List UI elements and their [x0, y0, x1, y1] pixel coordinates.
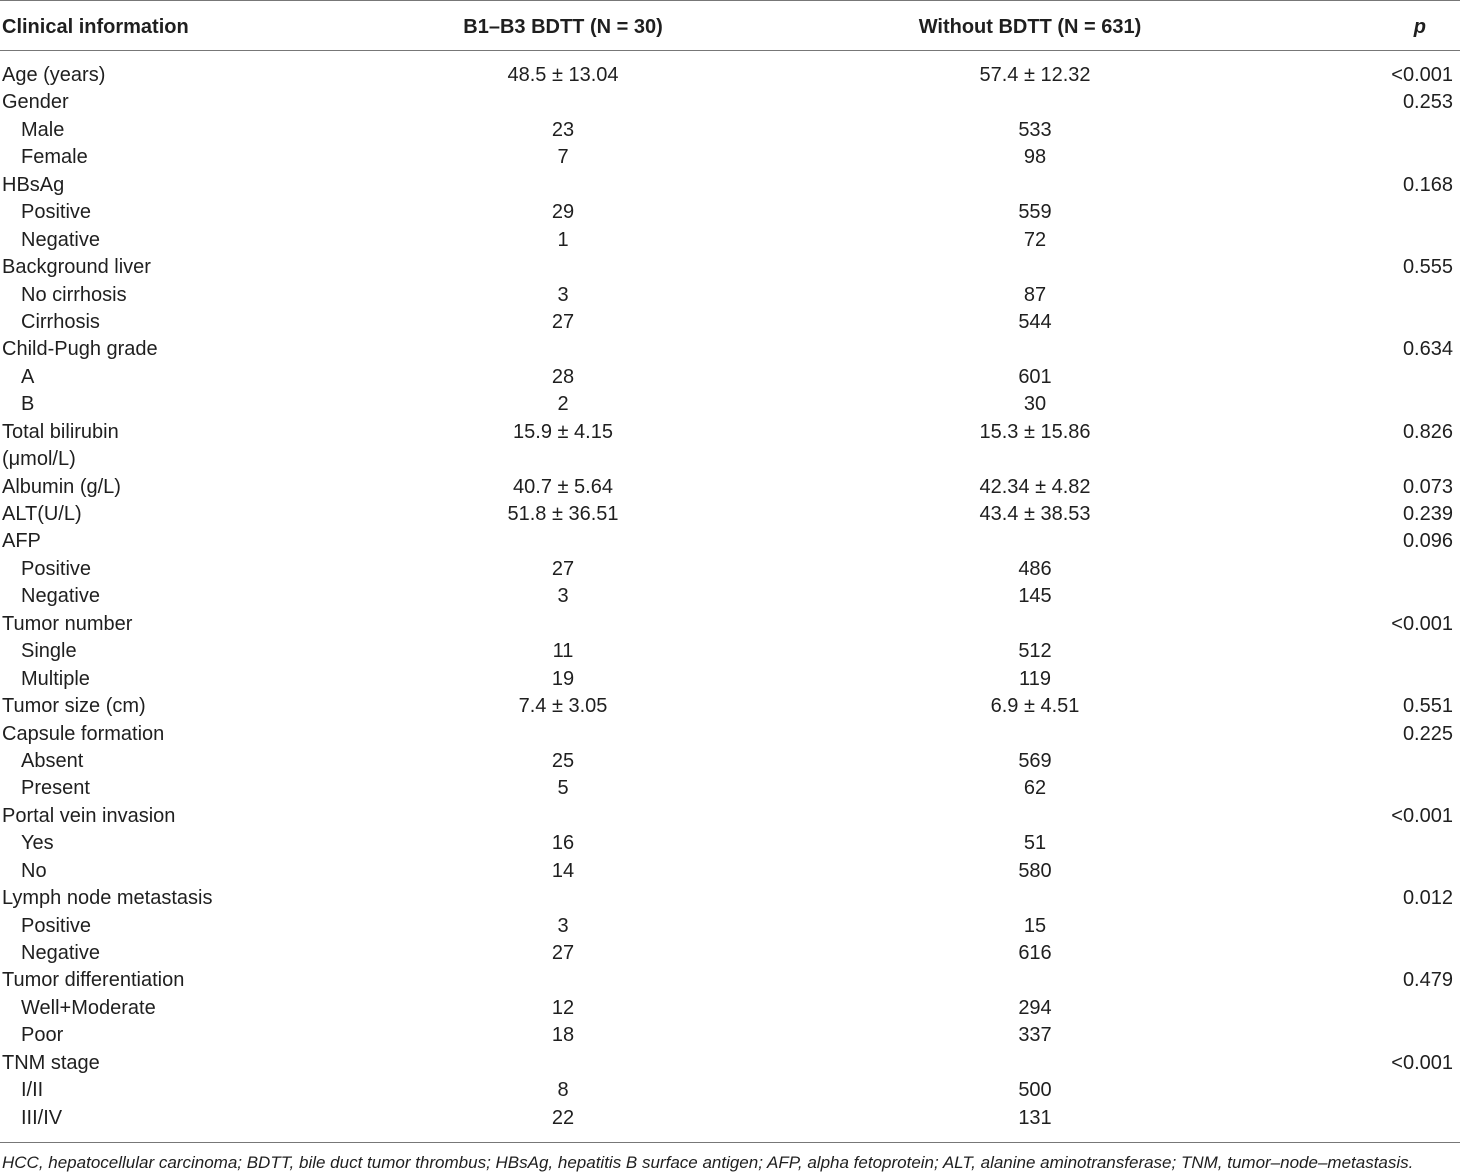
table-body — [0, 62, 1460, 1132]
table-row — [0, 254, 1460, 281]
row-label: A — [21, 365, 35, 388]
row-label: Single — [21, 640, 77, 663]
table-row — [0, 446, 1460, 473]
table-row — [0, 144, 1460, 171]
row-label: Tumor number — [2, 612, 133, 635]
row-label: Albumin (g/L) — [2, 475, 121, 498]
row-label: Yes — [21, 832, 54, 855]
table-row — [0, 364, 1460, 391]
p-value: 0.479 — [1402, 969, 1453, 992]
without-bdtt-value: 87 — [1023, 283, 1047, 306]
table-row — [0, 1077, 1460, 1104]
table-row — [0, 117, 1460, 144]
bdtt-value: 1 — [557, 228, 569, 251]
without-bdtt-value: 486 — [1018, 557, 1052, 580]
row-label: Negative — [21, 585, 100, 608]
header-bdtt-group: B1–B3 BDTT (N = 30) — [463, 16, 663, 38]
row-label: Cirrhosis — [21, 310, 100, 333]
table-row — [0, 336, 1460, 363]
bdtt-value: 11 — [552, 640, 574, 663]
table-row — [0, 858, 1460, 885]
without-bdtt-value: 145 — [1018, 585, 1052, 608]
row-label: Lymph node metastasis — [2, 887, 213, 910]
p-value: 0.012 — [1402, 887, 1453, 910]
table-row — [0, 803, 1460, 830]
bdtt-value: 40.7 ± 5.64 — [513, 475, 613, 498]
table-row — [0, 583, 1460, 610]
table-row — [0, 885, 1460, 912]
row-label: Gender — [2, 91, 69, 114]
row-label: Child-Pugh grade — [2, 338, 158, 361]
without-bdtt-value: 569 — [1018, 749, 1052, 772]
row-label: Positive — [21, 914, 92, 937]
header-clinical-information: Clinical information — [2, 16, 189, 38]
table-row — [0, 419, 1460, 446]
bdtt-value: 8 — [557, 1079, 569, 1102]
bdtt-value: 18 — [551, 1024, 575, 1047]
row-label: Tumor differentiation — [2, 969, 185, 992]
table-row — [0, 556, 1460, 583]
bdtt-value: 27 — [551, 942, 575, 964]
p-value: 0.551 — [1402, 695, 1453, 718]
p-value: 0.634 — [1402, 338, 1453, 361]
row-label: Poor — [21, 1024, 64, 1047]
p-value: <0.001 — [1391, 1051, 1453, 1074]
table-row — [0, 227, 1460, 254]
table-row — [0, 1105, 1460, 1132]
bdtt-value: 7 — [557, 146, 569, 169]
row-label: Negative — [21, 942, 100, 964]
header-p-value: p — [1413, 16, 1426, 38]
bdtt-value: 23 — [551, 118, 575, 141]
without-bdtt-value: 337 — [1018, 1024, 1052, 1047]
table-row — [0, 282, 1460, 309]
p-value: <0.001 — [1391, 804, 1453, 827]
row-label: III/IV — [21, 1106, 63, 1129]
without-bdtt-value: 544 — [1018, 310, 1052, 333]
table-row — [0, 638, 1460, 665]
bdtt-value: 28 — [551, 365, 575, 388]
without-bdtt-value: 42.34 ± 4.82 — [979, 475, 1091, 498]
row-label: Background liver — [2, 256, 151, 279]
table-row — [0, 501, 1460, 528]
row-label: (μmol/L) — [2, 448, 76, 471]
bdtt-value: 3 — [557, 283, 569, 306]
p-value: 0.073 — [1402, 475, 1453, 498]
table-row — [0, 666, 1460, 693]
row-label: B — [21, 393, 35, 416]
row-label: Female — [21, 146, 88, 169]
without-bdtt-value: 601 — [1018, 365, 1052, 388]
bdtt-value: 27 — [551, 310, 575, 333]
table-row — [0, 721, 1460, 748]
row-label: I/II — [21, 1079, 44, 1102]
row-label: AFP — [2, 530, 41, 553]
table-row — [0, 913, 1460, 940]
table-bottom-rule — [0, 1142, 1460, 1143]
table-row — [0, 1050, 1460, 1077]
row-label: Male — [21, 118, 65, 141]
table-row — [0, 967, 1460, 994]
bdtt-value: 25 — [551, 749, 575, 772]
row-label: Age (years) — [2, 64, 106, 86]
bdtt-value: 5 — [557, 777, 569, 800]
table-row — [0, 89, 1460, 116]
without-bdtt-value: 580 — [1018, 859, 1052, 882]
p-value: 0.168 — [1402, 173, 1453, 196]
without-bdtt-value: 62 — [1023, 777, 1047, 800]
row-label: Absent — [21, 749, 84, 772]
bdtt-value: 2 — [557, 393, 569, 416]
row-label: Positive — [21, 557, 92, 580]
p-value: 0.555 — [1402, 256, 1453, 279]
bdtt-value: 29 — [551, 201, 575, 224]
table-row — [0, 528, 1460, 555]
without-bdtt-value: 533 — [1018, 118, 1052, 141]
header-rule — [0, 50, 1460, 51]
without-bdtt-value: 500 — [1018, 1079, 1052, 1102]
row-label: TNM stage — [2, 1051, 100, 1074]
without-bdtt-value: 30 — [1023, 393, 1047, 416]
bdtt-value: 14 — [551, 859, 575, 882]
table-row — [0, 199, 1460, 226]
p-value: 0.225 — [1402, 722, 1453, 745]
table-row — [0, 748, 1460, 775]
row-label: Positive — [21, 201, 92, 224]
table-row — [0, 474, 1460, 501]
table-row — [0, 391, 1460, 418]
table-row — [0, 611, 1460, 638]
bdtt-value: 3 — [557, 585, 569, 608]
without-bdtt-value: 616 — [1018, 942, 1052, 964]
table-row — [0, 309, 1460, 336]
bdtt-value: 16 — [551, 832, 575, 855]
row-label: Capsule formation — [2, 722, 165, 745]
row-label: Total bilirubin — [2, 420, 119, 443]
row-label: Present — [21, 777, 90, 800]
row-label: Multiple — [21, 667, 90, 690]
table-row — [0, 693, 1460, 720]
bdtt-value: 19 — [551, 667, 575, 690]
without-bdtt-value: 15.3 ± 15.86 — [979, 420, 1091, 443]
p-value: 0.096 — [1402, 530, 1453, 553]
p-value: 0.253 — [1402, 91, 1453, 114]
without-bdtt-value: 98 — [1023, 146, 1047, 169]
without-bdtt-value: 119 — [1019, 667, 1051, 690]
without-bdtt-value: 57.4 ± 12.32 — [979, 64, 1091, 86]
without-bdtt-value: 51 — [1023, 832, 1047, 855]
table-row — [0, 830, 1460, 857]
without-bdtt-value: 43.4 ± 38.53 — [979, 503, 1091, 525]
p-value: 0.239 — [1402, 503, 1453, 525]
row-label: HBsAg — [2, 173, 65, 196]
row-label: Portal vein invasion — [2, 804, 176, 827]
bdtt-value: 51.8 ± 36.51 — [507, 503, 619, 525]
row-label: ALT(U/L) — [2, 503, 82, 525]
without-bdtt-value: 15 — [1023, 914, 1047, 937]
bdtt-value: 15.9 ± 4.15 — [513, 420, 613, 443]
bdtt-value: 48.5 ± 13.04 — [507, 64, 619, 86]
bdtt-value: 12 — [551, 996, 575, 1019]
bdtt-value: 22 — [551, 1106, 575, 1129]
without-bdtt-value: 559 — [1018, 201, 1052, 224]
bdtt-value: 7.4 ± 3.05 — [518, 695, 608, 718]
without-bdtt-value: 512 — [1018, 640, 1052, 663]
without-bdtt-value: 294 — [1018, 996, 1052, 1019]
without-bdtt-value: 131 — [1018, 1106, 1052, 1129]
table-row — [0, 172, 1460, 199]
without-bdtt-value: 6.9 ± 4.51 — [990, 695, 1080, 718]
p-value: <0.001 — [1391, 64, 1453, 86]
p-value: <0.001 — [1391, 612, 1453, 635]
row-label: Well+Moderate — [21, 996, 156, 1019]
row-label: No — [21, 859, 47, 882]
bdtt-value: 27 — [551, 557, 575, 580]
table-top-rule — [0, 0, 1460, 1]
table-footnote: HCC, hepatocellular carcinoma; BDTT, bile duct tumor thrombus; HBsAg, hepatitis B surface antigen; AFP, alpha fetoprotein; ALT, alanine aminotransferase; TNM, tumor–node–metastasis. — [2, 1153, 1414, 1172]
table-row — [0, 775, 1460, 802]
header-without-bdtt-group: Without BDTT (N = 631) — [918, 16, 1142, 38]
table-row — [0, 62, 1460, 89]
row-label: Tumor size (cm) — [2, 695, 146, 718]
without-bdtt-value: 72 — [1023, 228, 1047, 251]
p-value: 0.826 — [1402, 420, 1453, 443]
table-row — [0, 1022, 1460, 1049]
bdtt-value: 3 — [557, 914, 569, 937]
row-label: No cirrhosis — [21, 283, 127, 306]
row-label: Negative — [21, 228, 100, 251]
table-row — [0, 995, 1460, 1022]
table-row — [0, 940, 1460, 967]
